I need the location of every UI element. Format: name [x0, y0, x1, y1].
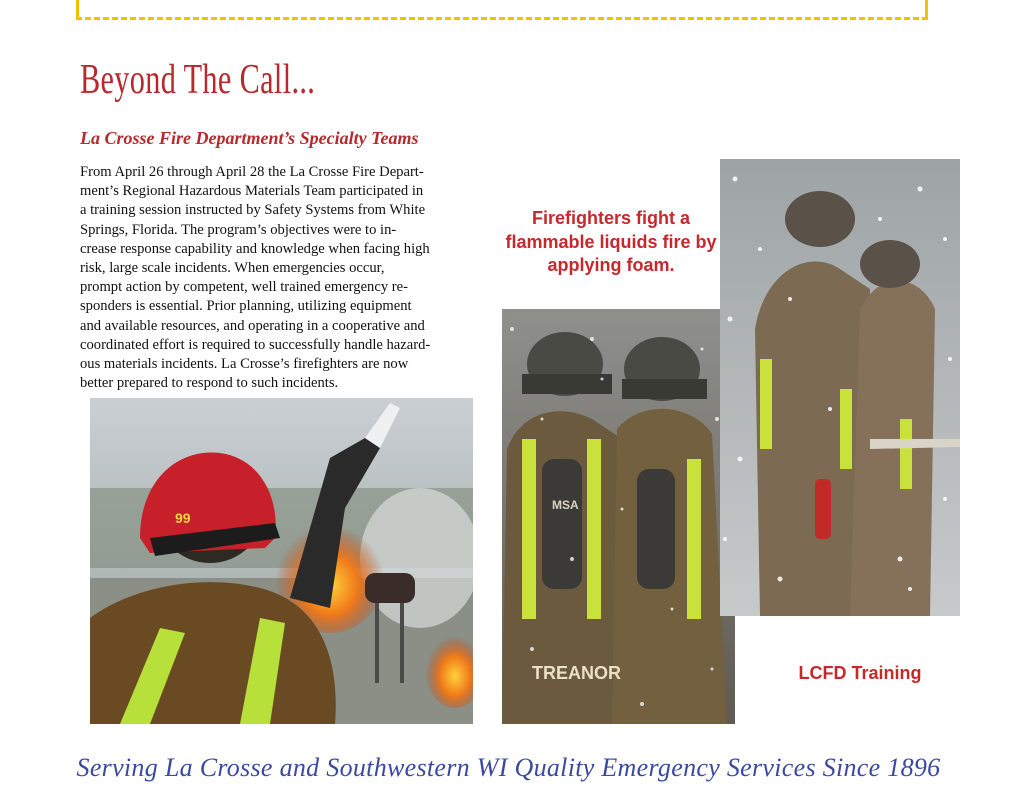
tank-label: MSA: [552, 498, 579, 512]
page-subtitle: La Crosse Fire Department’s Specialty Teams: [80, 128, 419, 148]
body-line: From April 26 through April 28 the La Crosse Fire Depart-: [80, 164, 424, 180]
body-line: risk, large scale incidents. When emergencies occur,: [80, 260, 385, 277]
body-line: a training session instructed by Safety Systems from White: [80, 202, 426, 219]
body-line: ment’s Regional Hazardous Materials Team participated in: [80, 183, 424, 200]
caption-training: LCFD Training: [798, 663, 922, 683]
decorative-frame: [76, 0, 928, 20]
body-line: and available resources, and operating in a cooperative and: [80, 317, 425, 334]
helmet-number: 99: [175, 510, 191, 526]
jacket-name: TREANOR: [532, 663, 621, 683]
body-line: sponders is essential. Prior planning, utilizing equipment: [80, 298, 412, 315]
article-body: [80, 163, 485, 393]
footer-tagline: Serving La Crosse and Southwestern WI Quality Emergency Services Since 1896: [76, 753, 941, 782]
photo-foam-backs: [502, 309, 735, 724]
body-line: prompt action by competent, well trained emergency re-: [80, 279, 408, 296]
body-line: Springs, Florida. The program’s objectives were to in-: [80, 221, 397, 238]
photo-nozzle-firefighter: [90, 398, 473, 724]
body-line: coordinated effort is required to successfully handle hazard-: [80, 336, 431, 353]
caption-foam: Firefighters fight a flammable liquids fire by applying foam.: [505, 208, 717, 275]
body-line: ous materials incidents. La Crosse’s firefighters are now: [80, 356, 409, 373]
page-title: Beyond The Call...: [80, 57, 316, 103]
photo-foam-spray: [720, 159, 960, 616]
body-line: better prepared to respond to such incidents.: [80, 375, 339, 392]
body-line: crease response capability and knowledge when facing high: [80, 240, 430, 257]
